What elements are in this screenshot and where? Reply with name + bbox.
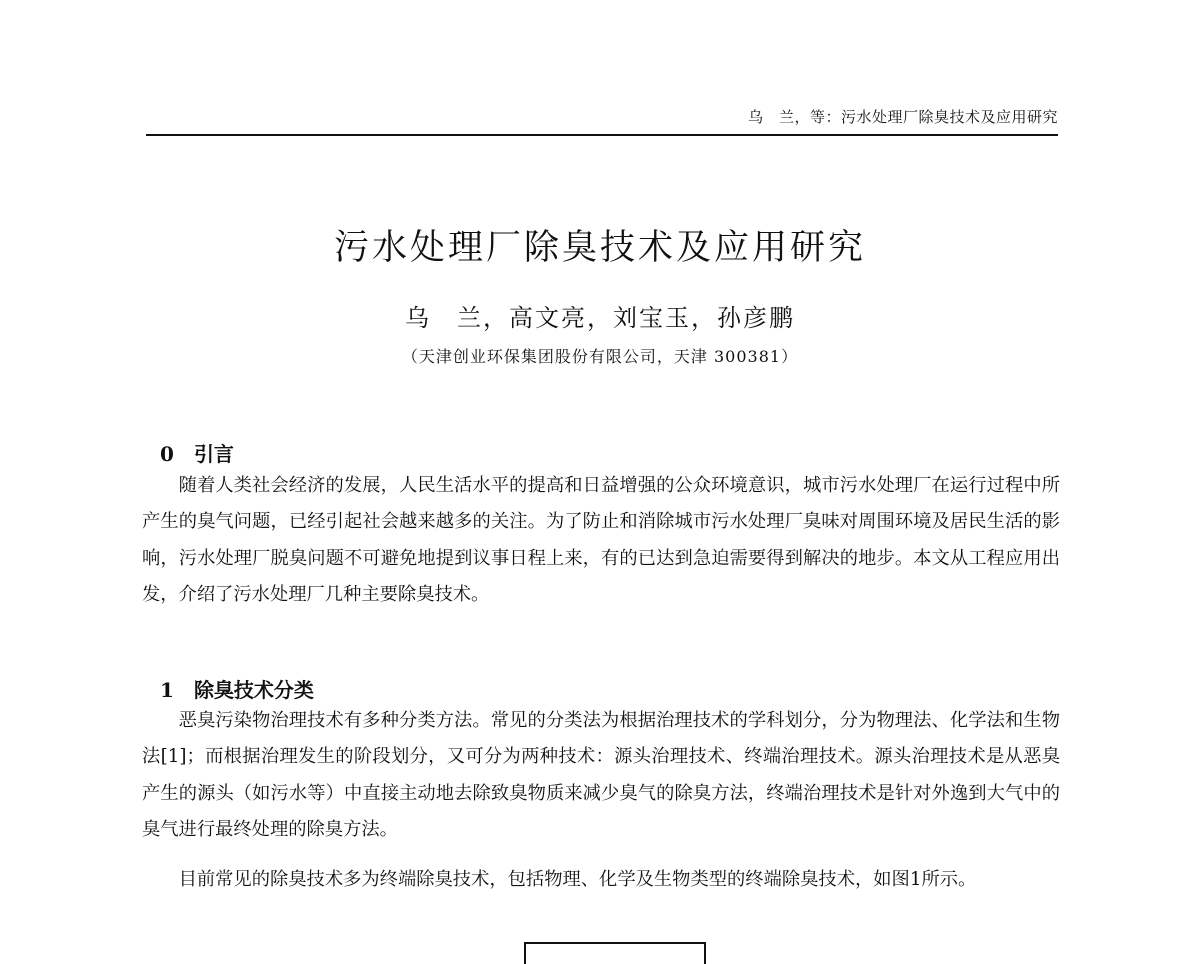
section-heading-introduction (146, 414, 234, 467)
section-title: 除臭技术分类 (193, 678, 314, 702)
body-paragraph: 目前常见的除臭技术多为终端除臭技术，包括物理、化学及生物类型的终端除臭技术，如图1所示。 (178, 869, 977, 890)
section-heading-classification (146, 650, 314, 703)
section-number: 0 (159, 442, 174, 466)
section-number: 1 (159, 678, 174, 702)
running-header: 乌 兰，等：污水处理厂除臭技术及应用研究 (747, 108, 1058, 126)
body-paragraph: 随着人类社会经济的发展，人民生活水平的提高和日益增强的公众环境意识，城市污水处理厂在运行过程中所产生的臭气问题，已经引起社会越来越多的关注。为了防止和消除城市污水处理厂臭味对周围环境及居民生活的影响，污水处理厂脱臭问题不可避免地提到议事日程上来，有的已达到急迫需要得到解决的地步。本文从工程应用出发，介绍了污水处理厂几种主要除臭技术。 (142, 475, 1060, 605)
paper-title: 污水处理厂除臭技术及应用研究 (333, 228, 866, 268)
body-paragraph: 恶臭污染物治理技术有多种分类方法。常见的分类法为根据治理技术的学科划分，分为物理法、化学法和生物法[1]；而根据治理发生的阶段划分，又可分为两种技术：源头治理技术、终端治理技术。源头治理技术是从恶臭产生的源头（如污水等）中直接主动地去除致臭物质来减少臭气的除臭方法，终端治理技术是针对外逸到大气中的臭气进行最终处理的除臭方法。 (142, 710, 1060, 840)
affiliation: （天津创业环保集团股份有限公司，天津 300381） (401, 347, 799, 366)
figure-frame-top (524, 942, 706, 964)
author-list: 乌 兰，高文亮，刘宝玉，孙彦鹏 (405, 304, 795, 332)
header-rule (146, 134, 1058, 136)
section-title: 引言 (193, 442, 234, 466)
